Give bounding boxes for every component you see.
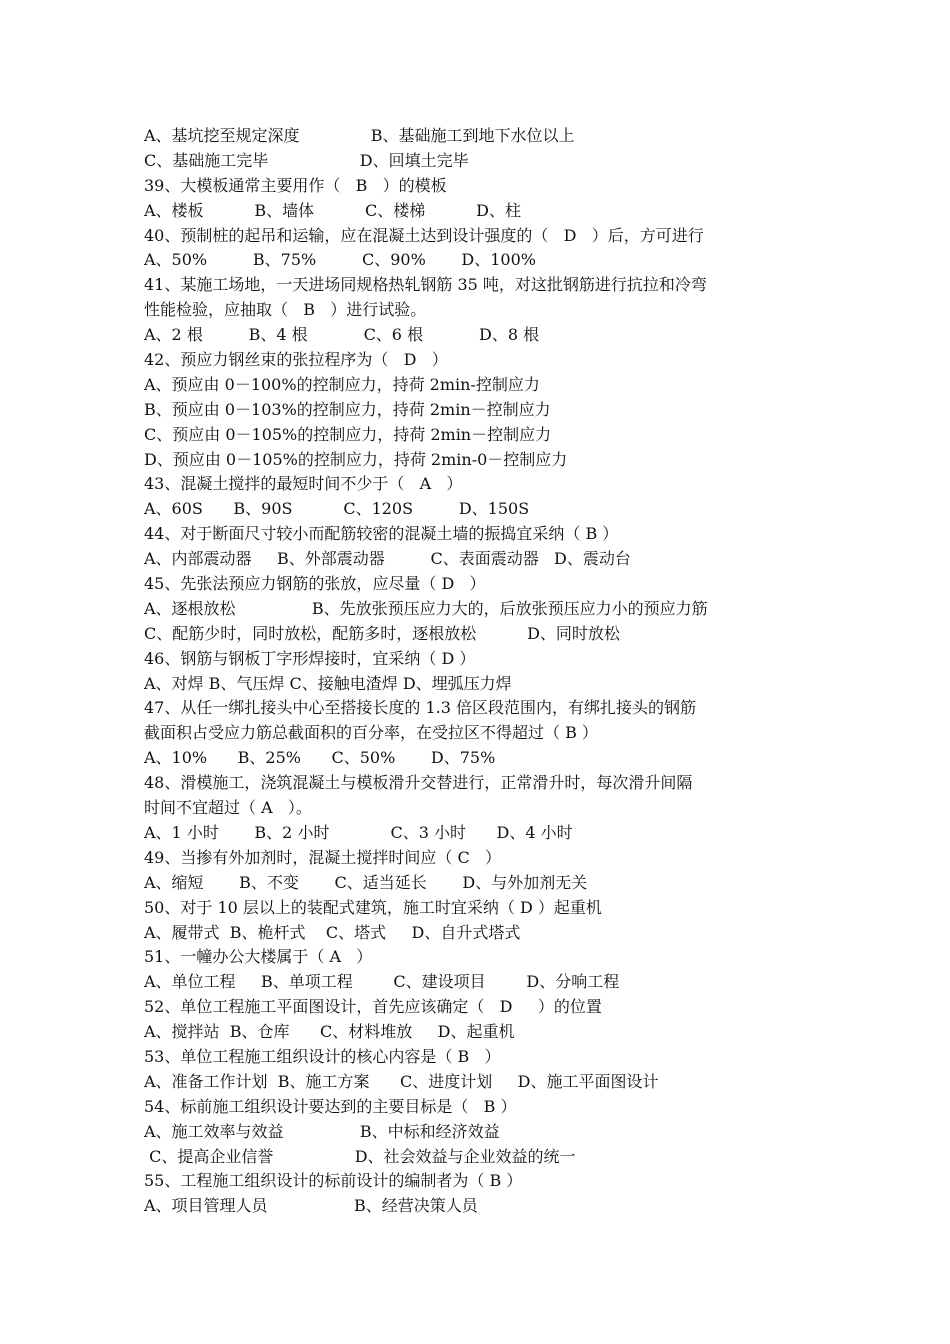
question-53: 53、单位工程施工组织设计的核心内容是（ B ） — [144, 1046, 501, 1066]
question-51: 51、一幢办公大楼属于（ A ） — [144, 947, 373, 967]
options-43: A、60S B、90S C、120S D、150S — [144, 499, 530, 519]
question-52: 52、单位工程施工平面图设计，首先应该确定（ D ）的位置 — [144, 997, 602, 1017]
options-39: A、楼板 B、墙体 C、楼梯 D、柱 — [144, 200, 521, 220]
text-line: C、基础施工完毕 D、回填土完毕 — [144, 150, 469, 170]
options-44: A、内部震动器 B、外部震动器 C、表面震动器 D、震动台 — [144, 549, 631, 569]
question-42: 42、预应力钢丝束的张拉程序为（ D ） — [144, 350, 448, 370]
question-48: 48、滑模施工，浇筑混凝土与模板滑升交替进行，正常滑升时，每次滑升间隔 — [144, 773, 693, 793]
question-54: 54、标前施工组织设计要达到的主要目标是（ B ） — [144, 1096, 517, 1116]
question-55: 55、工程施工组织设计的标前设计的编制者为（ B ） — [144, 1171, 523, 1191]
question-50: 50、对于 10 层以上的装配式建筑，施工时宜采纳（ D ）起重机 — [144, 897, 602, 917]
question-45: 45、先张法预应力钢筋的张放，应尽量（ D ） — [144, 574, 486, 594]
options-55: A、项目管理人员 B、经营决策人员 — [144, 1196, 478, 1216]
options-53: A、准备工作计划 B、施工方案 C、进度计划 D、施工平面图设计 — [144, 1071, 659, 1091]
question-41-cont: 性能检验，应抽取（ B ）进行试验。 — [144, 300, 427, 320]
question-46: 46、钢筋与钢板丁字形焊接时，宜采纳（ D ） — [144, 648, 476, 668]
options-41: A、2 根 B、4 根 C、6 根 D、8 根 — [144, 325, 540, 345]
options-45-cd: C、配筋少时，同时放松，配筋多时，逐根放松 D、同时放松 — [144, 623, 620, 643]
question-41: 41、某施工场地，一天进场同规格热轧钢筋 35 吨，对这批钢筋进行抗拉和冷弯 — [144, 275, 707, 295]
options-47: A、10% B、25% C、50% D、75% — [144, 748, 496, 768]
question-48-cont: 时间不宜超过（ A ）。 — [144, 798, 312, 818]
question-47: 47、从任一绑扎接头中心至搭接长度的 1.3 倍区段范围内，有绑扎接头的钢筋 — [144, 698, 696, 718]
question-44: 44、对于断面尺寸较小而配筋较密的混凝土墙的振捣宜采纳（ B ） — [144, 524, 619, 544]
options-54-ab: A、施工效率与效益 B、中标和经济效益 — [144, 1121, 500, 1141]
options-46: A、对焊 B、气压焊 C、接触电渣焊 D、埋弧压力焊 — [144, 673, 512, 693]
question-49: 49、当掺有外加剂时，混凝土搅拌时间应（ C ） — [144, 847, 501, 867]
question-39: 39、大模板通常主要用作（ B ）的模板 — [144, 175, 447, 195]
options-52: A、搅拌站 B、仓库 C、材料堆放 D、起重机 — [144, 1022, 515, 1042]
option-42-c: C、预应由 0－105%的控制应力，持荷 2min－控制应力 — [144, 424, 552, 444]
option-42-b: B、预应由 0－103%的控制应力，持荷 2min－控制应力 — [144, 399, 551, 419]
option-42-d: D、预应由 0－105%的控制应力，持荷 2min-0－控制应力 — [144, 449, 568, 469]
options-54-cd: C、提高企业信誉 D、社会效益与企业效益的统一 — [144, 1146, 576, 1166]
option-42-a: A、预应由 0－100%的控制应力，持荷 2min-控制应力 — [144, 374, 540, 394]
options-49: A、缩短 B、不变 C、适当延长 D、与外加剂无关 — [144, 872, 588, 892]
options-51: A、单位工程 B、单项工程 C、建设项目 D、分响工程 — [144, 972, 620, 992]
question-43: 43、混凝土搅拌的最短时间不少于（ A ） — [144, 474, 463, 494]
document-page — [144, 124, 824, 1219]
question-47-cont: 截面积占受应力筋总截面积的百分率，在受拉区不得超过（ B ） — [144, 723, 598, 743]
options-45-ab: A、逐根放松 B、先放张预压应力大的，后放张预压应力小的预应力筋 — [144, 598, 708, 618]
options-48: A、1 小时 B、2 小时 C、3 小时 D、4 小时 — [144, 822, 573, 842]
options-40: A、50% B、75% C、90% D、100% — [144, 250, 536, 270]
question-40: 40、预制桩的起吊和运输，应在混凝土达到设计强度的（ D ）后，方可进行 — [144, 225, 704, 245]
options-50: A、履带式 B、桅杆式 C、塔式 D、自升式塔式 — [144, 922, 521, 942]
text-line: A、基坑挖至规定深度 B、基础施工到地下水位以上 — [144, 126, 575, 145]
